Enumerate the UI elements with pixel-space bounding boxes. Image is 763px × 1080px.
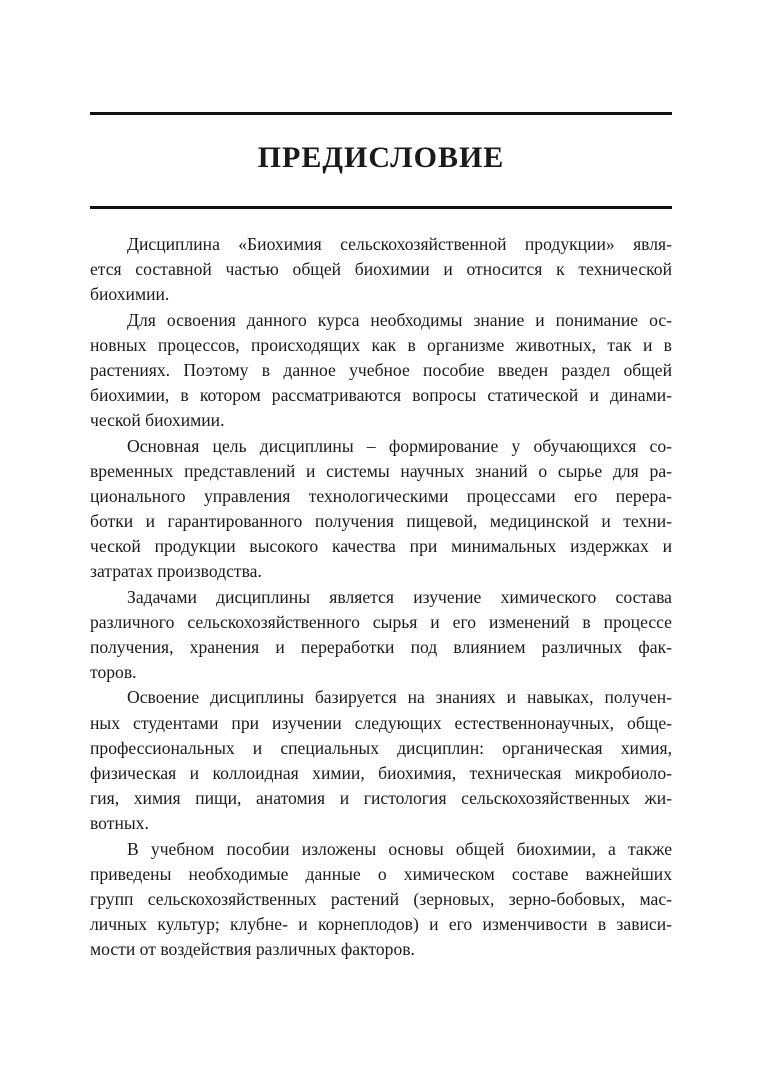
paragraph [90, 585, 672, 686]
text-line: Для освоения данного курса необходимы знание и понимание ос- [127, 309, 672, 330]
text-line: физическая и коллоидная химии, биохимия, техническая микробиоло- [90, 762, 672, 783]
paragraph [90, 837, 672, 963]
text-line: Освоение дисциплины базируется на знаниях и навыках, получен- [127, 687, 672, 708]
page-title: ПРЕДИСЛОВИЕ [257, 141, 505, 174]
text-line: новных процессов, происходящих как в организме животных, так и в [90, 334, 672, 355]
text-line: вотных. [90, 813, 149, 834]
text-line: биохимии. [90, 284, 170, 305]
text-line: Основная цель дисциплины – формирование у обучающихся со- [127, 435, 672, 456]
paragraph [90, 434, 672, 585]
text-line: ческой продукции высокого качества при минимальных издержках и [90, 536, 672, 557]
text-line: биохимии, в котором рассматриваются вопросы статической и динами- [90, 385, 672, 406]
text-line: ных студентами при изучении следующих естественнонаучных, обще- [90, 712, 672, 733]
text-line: ческой биохимии. [90, 410, 225, 431]
body-text [90, 232, 672, 962]
text-line: ботки и гарантированного получения пищевой, медицинской и техни- [90, 511, 672, 532]
text-line: личных культур; клубне- и корнеплодов) и его изменчивости в зависи- [90, 914, 672, 935]
text-line: затратах производства. [90, 561, 262, 582]
text-line: растениях. Поэтому в данное учебное пособие введен раздел общей [90, 359, 672, 380]
top-rule [90, 112, 672, 115]
paragraph [90, 232, 672, 308]
text-line: мости от воздействия различных факторов. [90, 939, 415, 960]
text-line: ется составной частью общей биохимии и относится к технической [90, 259, 672, 280]
bottom-rule [90, 206, 672, 209]
text-line: различного сельскохозяйственного сырья и его изменений в процессе [90, 611, 672, 632]
text-line: временных представлений и системы научных знаний о сырье для ра- [90, 460, 672, 481]
text-line: В учебном пособии изложены основы общей биохимии, а также [127, 838, 672, 859]
text-line: профессиональных и специальных дисциплин: органическая химия, [90, 737, 672, 758]
text-line: ционального управления технологическими процессами его перера- [90, 485, 672, 506]
text-line: гия, химия пищи, анатомия и гистология сельскохозяйственных жи- [90, 788, 672, 809]
paragraph [90, 308, 672, 434]
text-line: получения, хранения и переработки под влиянием различных фак- [90, 637, 672, 657]
paragraph [90, 685, 672, 836]
text-line: торов. [90, 662, 137, 683]
text-line: групп сельскохозяйственных растений (зерновых, зерно-бобовых, мас- [90, 888, 672, 909]
text-line: приведены необходимые данные о химическом составе важнейших [90, 863, 672, 884]
text-line: Дисциплина «Биохимия сельскохозяйственной продукции» явля- [127, 234, 672, 254]
text-line: Задачами дисциплины является изучение химического состава [127, 586, 672, 607]
